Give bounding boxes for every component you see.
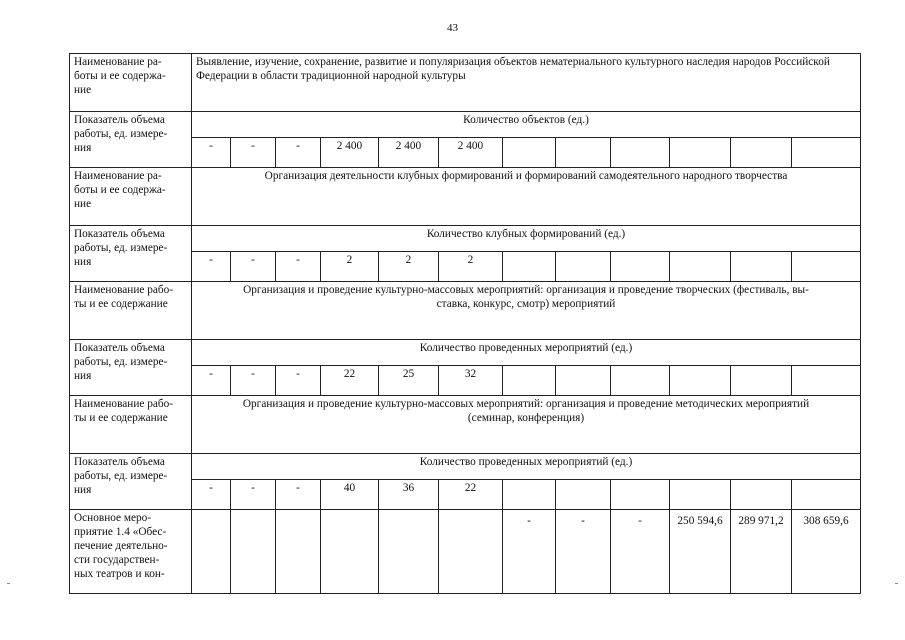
edge-mark-right [895, 583, 898, 584]
table-body [70, 54, 861, 594]
row-label: Показатель объема работы, ед. измере- ния [70, 112, 192, 168]
value-cell [670, 138, 731, 168]
value-cell [670, 480, 731, 510]
value-cell: - [192, 366, 231, 396]
page-number: 43 [447, 22, 458, 34]
value-cell [731, 138, 792, 168]
program-table [69, 53, 861, 594]
value-cell: - [276, 480, 321, 510]
value-cell [611, 138, 670, 168]
row-label: Наименование рабо- ты и ее содержание [70, 396, 192, 454]
value-cell: 308 659,6 [792, 510, 861, 594]
value-cell: 2 400 [439, 138, 503, 168]
indicator-unit: Количество клубных формирований (ед.) [192, 226, 861, 252]
edge-mark-left [7, 583, 10, 584]
value-cell: - [231, 138, 276, 168]
value-cell [792, 366, 861, 396]
value-cell: 22 [321, 366, 379, 396]
value-cell: 289 971,2 [731, 510, 792, 594]
value-cell: 25 [379, 366, 439, 396]
work-name-row [70, 396, 861, 454]
value-cell [503, 252, 556, 282]
value-cell: 2 [379, 252, 439, 282]
indicator-unit: Количество объектов (ед.) [192, 112, 861, 138]
indicator-unit: Количество проведенных мероприятий (ед.) [192, 454, 861, 480]
value-cell: - [192, 252, 231, 282]
value-cell: - [231, 480, 276, 510]
value-cell [439, 510, 503, 594]
value-cell: 2 400 [379, 138, 439, 168]
value-cell [192, 510, 231, 594]
value-cell: - [192, 138, 231, 168]
value-cell: - [231, 366, 276, 396]
value-cell: 2 [439, 252, 503, 282]
value-cell [556, 366, 611, 396]
row-label: Основное меро- приятие 1.4 «Обес- печение деятельно- сти государствен- ных театров и кон- [70, 510, 192, 594]
work-name-row [70, 168, 861, 226]
value-cell [556, 252, 611, 282]
value-cell [276, 510, 321, 594]
value-cell [792, 480, 861, 510]
row-label: Показатель объема работы, ед. измере- ния [70, 340, 192, 396]
value-cell: 22 [439, 480, 503, 510]
value-cell [670, 366, 731, 396]
value-cell: - [276, 138, 321, 168]
work-description: Выявление, изучение, сохранение, развитие и популяризация объектов нематериального культурного наследия народов Российской Федерации в области традиционной народной культуры [192, 54, 861, 112]
row-label: Показатель объема работы, ед. измере- ния [70, 454, 192, 510]
value-cell: - [611, 510, 670, 594]
value-cell: - [503, 510, 556, 594]
value-cell: 40 [321, 480, 379, 510]
indicator-unit-row [70, 226, 861, 252]
value-cell: 2 400 [321, 138, 379, 168]
value-cell [503, 480, 556, 510]
value-cell [611, 252, 670, 282]
value-cell: - [276, 366, 321, 396]
row-label: Наименование ра- боты и ее содержа- ние [70, 54, 192, 112]
value-cell [611, 366, 670, 396]
activity-row [70, 510, 861, 594]
value-cell [231, 510, 276, 594]
value-cell: - [192, 480, 231, 510]
indicator-unit-row [70, 112, 861, 138]
value-cell [379, 510, 439, 594]
value-cell [556, 138, 611, 168]
value-cell [611, 480, 670, 510]
work-description: Организация деятельности клубных формирований и формирований самодеятельного народного творчества [192, 168, 861, 226]
value-cell [792, 252, 861, 282]
value-cell [321, 510, 379, 594]
work-description: Организация и проведение культурно-массовых мероприятий: организация и проведение творческих (фестиваль, вы- ставка, конкурс, смотр) мероприятий [192, 282, 861, 340]
value-cell [792, 138, 861, 168]
indicator-unit: Количество проведенных мероприятий (ед.) [192, 340, 861, 366]
work-description: Организация и проведение культурно-массовых мероприятий: организация и проведение методических мероприятий (семинар, конференция) [192, 396, 861, 454]
value-cell [731, 480, 792, 510]
value-cell [731, 252, 792, 282]
value-cell: 32 [439, 366, 503, 396]
work-name-row [70, 54, 861, 112]
value-cell [503, 138, 556, 168]
value-cell: 2 [321, 252, 379, 282]
value-cell [670, 252, 731, 282]
row-label: Наименование ра- боты и ее содержа- ние [70, 168, 192, 226]
work-name-row [70, 282, 861, 340]
row-label: Показатель объема работы, ед. измере- ния [70, 226, 192, 282]
value-cell [503, 366, 556, 396]
value-cell: - [231, 252, 276, 282]
indicator-unit-row [70, 340, 861, 366]
value-cell [731, 366, 792, 396]
value-cell: - [276, 252, 321, 282]
value-cell: 250 594,6 [670, 510, 731, 594]
indicator-unit-row [70, 454, 861, 480]
value-cell [556, 480, 611, 510]
row-label: Наименование рабо- ты и ее содержание [70, 282, 192, 340]
value-cell: - [556, 510, 611, 594]
value-cell: 36 [379, 480, 439, 510]
